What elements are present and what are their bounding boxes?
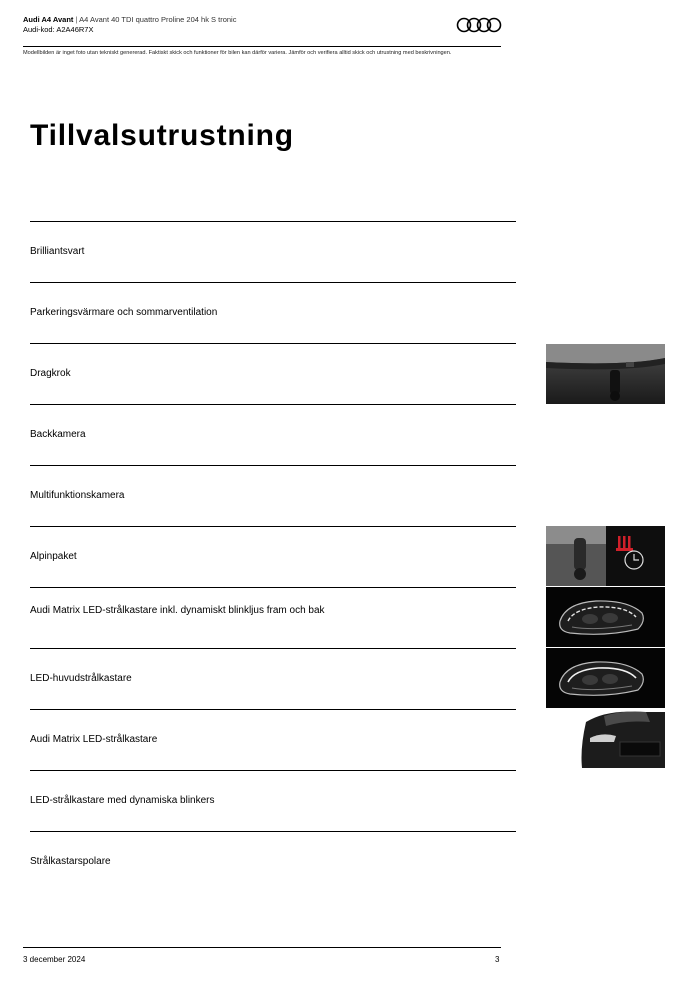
document-header — [23, 15, 501, 35]
item-label: Alpinpaket — [30, 551, 77, 562]
tow-hook-photo — [546, 344, 665, 404]
item-label: Audi Matrix LED-strålkastare inkl. dynamiskt blinkljus fram och bak — [30, 605, 325, 616]
list-item — [30, 770, 516, 831]
list-item — [30, 404, 516, 465]
item-label: Multifunktionskamera — [30, 490, 125, 501]
page-title: Tillvalsutrustning — [30, 119, 294, 152]
header-model-line — [23, 15, 501, 25]
list-item — [30, 221, 516, 282]
list-item — [30, 831, 516, 892]
matrix-led-headlight-photo — [546, 587, 665, 647]
disclaimer-text: Modellbilden är inget foto utan tekniskt genererad. Faktiskt skick och funktioner för bilen kan därför variera. Jämför och verifiera alltid skick och utrustning med beskrivningen. — [23, 50, 452, 56]
footer-divider — [23, 947, 501, 948]
item-label: LED-strålkastare med dynamiska blinkers — [30, 795, 215, 806]
list-item — [30, 526, 516, 587]
item-label: Audi Matrix LED-strålkastare — [30, 734, 158, 745]
item-label: Strålkastarspolare — [30, 856, 111, 867]
item-label: Parkeringsvärmare och sommarventilation — [30, 307, 218, 318]
model-variant: A4 Avant 40 TDI quattro Proline 204 hk S tronic — [79, 15, 237, 24]
list-item — [30, 282, 516, 343]
header-divider — [23, 46, 501, 47]
list-item — [30, 709, 516, 770]
header-separator: | — [75, 15, 78, 24]
car-front-photo — [546, 708, 665, 768]
equipment-list — [30, 221, 516, 892]
page-number: 3 — [495, 955, 500, 964]
model-name: Audi A4 Avant — [23, 15, 74, 24]
list-item — [30, 465, 516, 526]
list-item — [30, 587, 516, 648]
item-label: Brilliantsvart — [30, 246, 85, 257]
item-label: Backkamera — [30, 429, 86, 440]
audi-rings-logo — [456, 17, 502, 33]
audi-code: Audi-kod: A2A46R7X — [23, 25, 94, 34]
footer-date: 3 december 2024 — [23, 955, 86, 964]
led-headlight-photo — [546, 648, 665, 708]
list-item — [30, 343, 516, 404]
list-item — [30, 648, 516, 709]
alpine-package-photo — [546, 526, 665, 586]
item-label: LED-huvudstrålkastare — [30, 673, 132, 684]
item-label: Dragkrok — [30, 368, 71, 379]
